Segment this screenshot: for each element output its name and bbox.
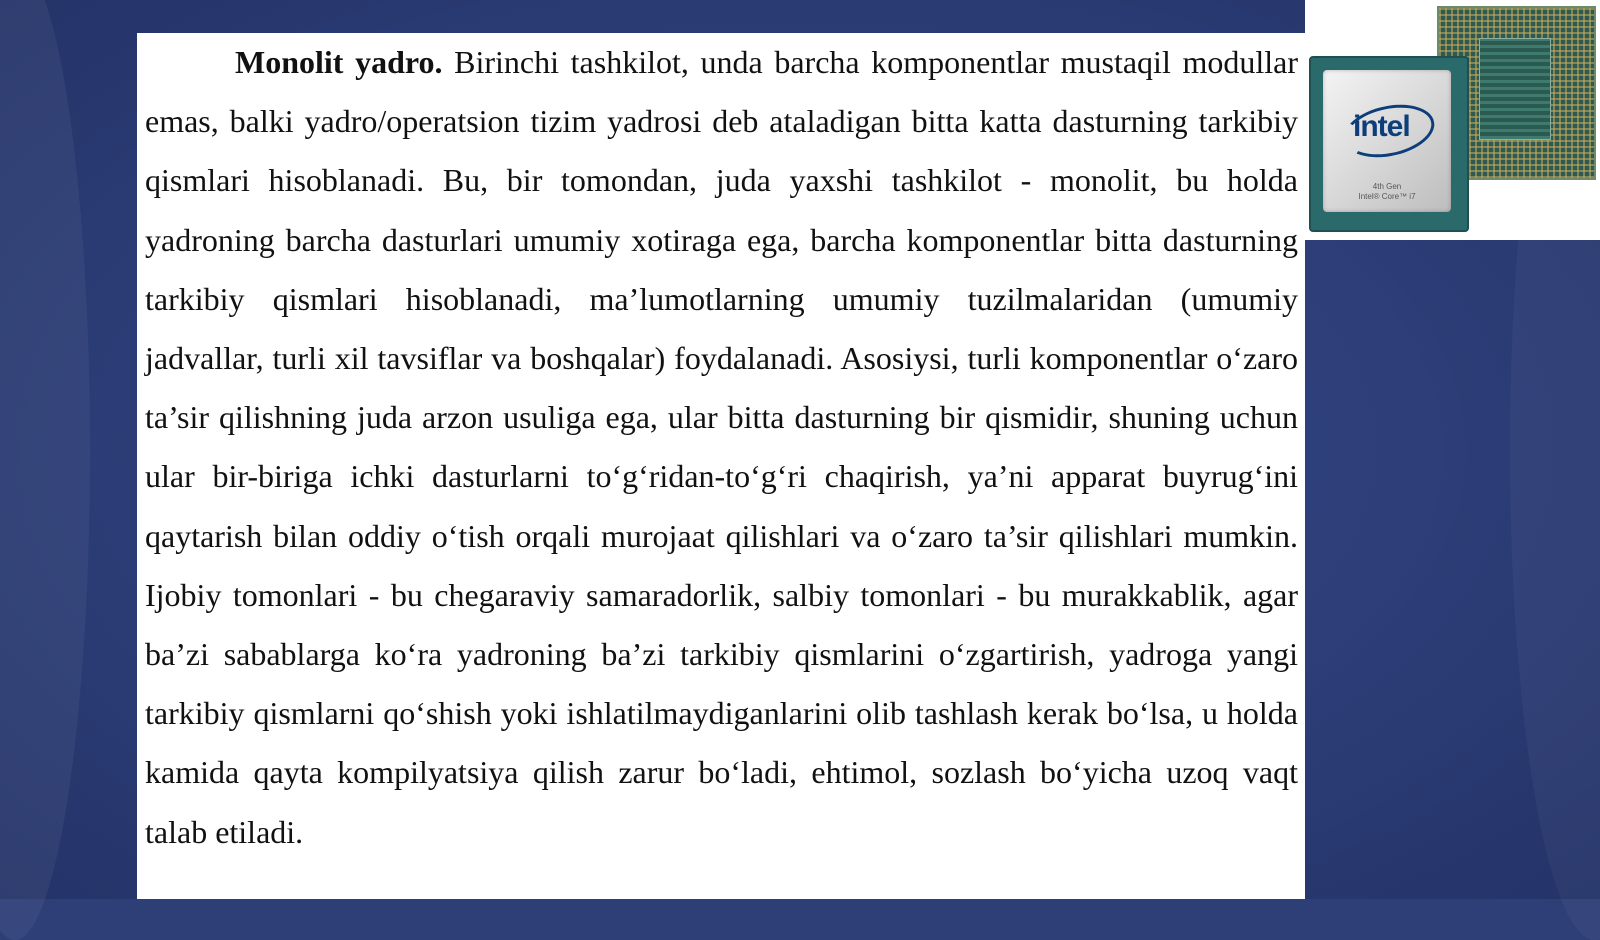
- cpu-model-line: Intel® Core™ i7: [1358, 192, 1416, 201]
- cpu-image: [1305, 0, 1600, 240]
- cpu-front-side: [1309, 56, 1469, 232]
- cpu-heat-spreader: [1323, 70, 1451, 212]
- intel-logo: intel: [1353, 110, 1410, 143]
- section-heading: Monolit yadro.: [235, 44, 443, 80]
- cpu-gen-line: 4th Gen: [1372, 182, 1402, 191]
- paragraph-body: Birinchi tashkilot, unda barcha komponentlar mustaqil modullar emas, balki yadro/operatsion tizim yadrosi deb ataladigan bitta katta dasturning tarkibiy qismlari hisoblanadi. Bu, bir tomondan, juda yaxshi tashkilot - monolit, bu holda yadroning barcha dasturlari umumiy xotiraga ega, barcha komponentlar bitta dasturning tarkibiy qismlari hisoblanadi, ma’lumotlarning umumiy tuzilmalaridan (umumiy jadvallar, turli xil tavsiflar va boshqalar) foydalanadi. Asosiysi, turli komponentlar o‘zaro ta’sir qilishning juda arzon usuliga ega, ular bitta dasturning bir qismidir, shuning uchun ular bir-biriga ichki dasturlarni to‘g‘ridan-to‘g‘ri chaqirish, ya’ni apparat buyrug‘ini qaytarish bilan oddiy o‘tish orqali murojaat qilishlari va o‘zaro ta’sir qilishlari mumkin. Ijobiy tomonlari - bu chegaraviy samaradorlik, salbiy tomonlari - bu murakkablik, agar ba’zi sabablarga ko‘ra yadroning ba’zi tarkibiy qismlarini o‘zgartirish, yadroga yangi tarkibiy qismlarni qo‘shish yoki ishlatilmaydiganlarini olib tashlash kerak bo‘lsa, u holda kamida qayta kompilyatsiya qilish zarur bo‘ladi, ehtimol, sozlash bo‘yicha uzoq vaqt talab etiladi.: [145, 44, 1299, 850]
- paragraph: [145, 33, 1298, 862]
- cpu-model-label: [1323, 182, 1451, 202]
- text-panel: [137, 33, 1305, 899]
- cpu-back-die: [1479, 38, 1551, 140]
